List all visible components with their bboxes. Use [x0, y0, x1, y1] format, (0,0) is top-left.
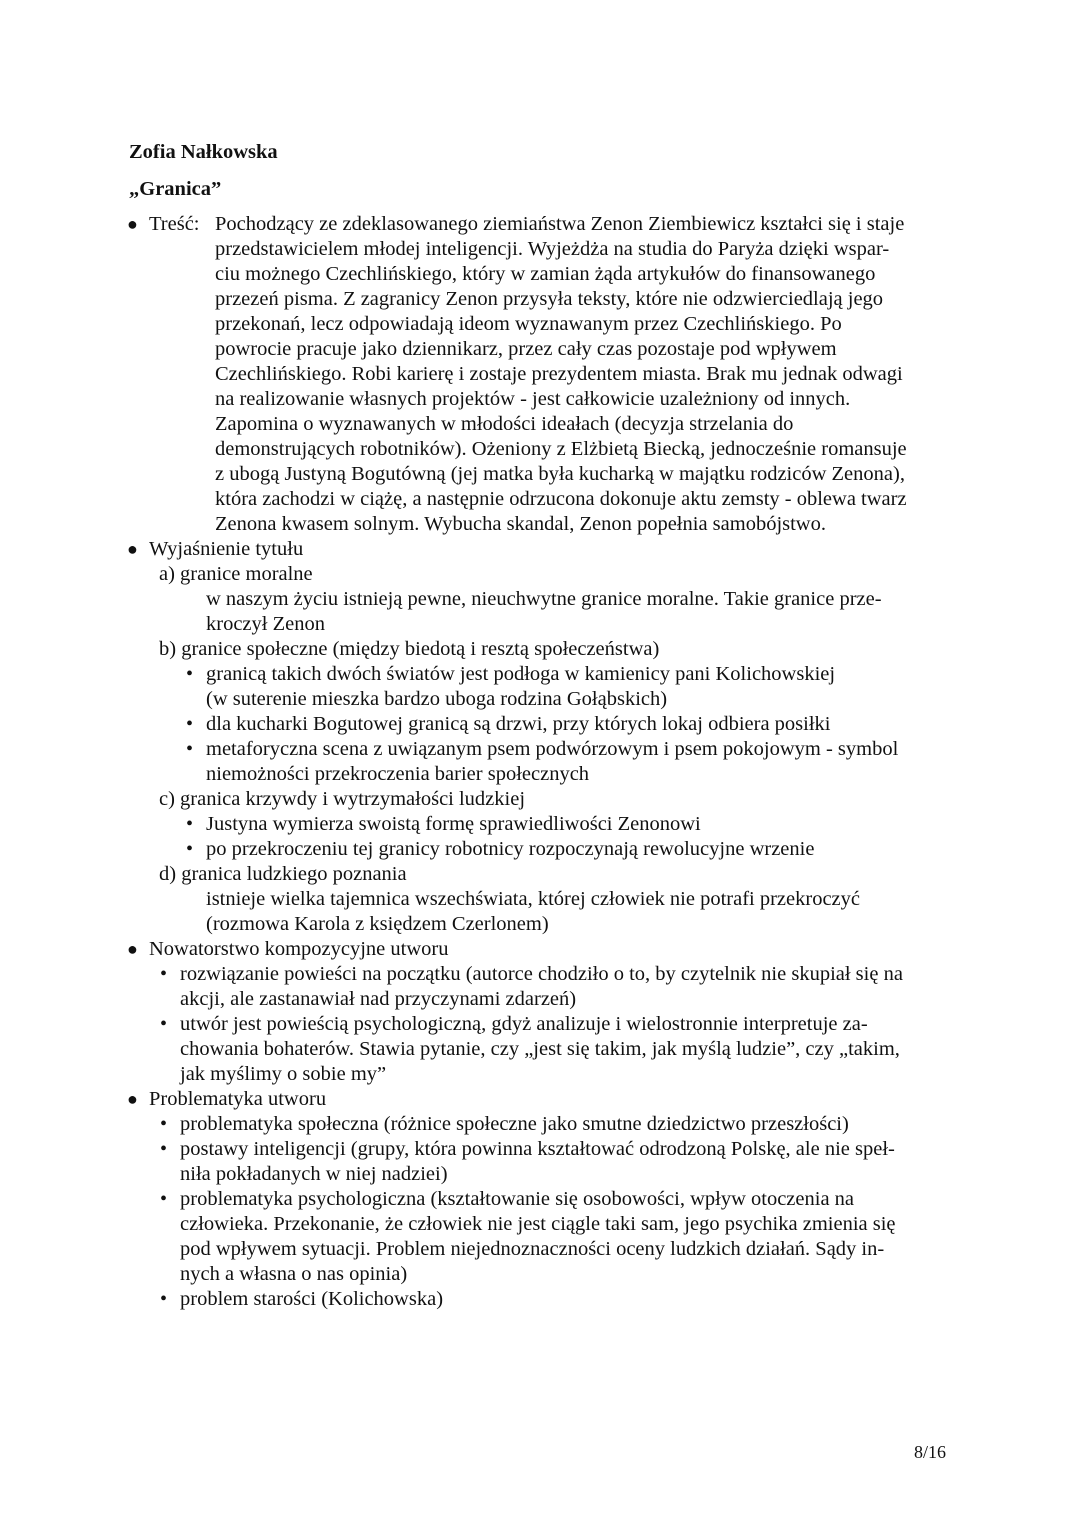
- list-item-line: niła pokładanych w niej nadziei): [180, 1163, 448, 1185]
- dot-bullet-icon: •: [160, 963, 168, 985]
- list-item-line: metaforyczna scena z uwiązanym psem podwórzowym i psem pokojowym - symbol: [206, 738, 899, 760]
- list-item-line: niemożności przekroczenia barier społecznych: [206, 763, 590, 785]
- tresc-line: przezeń pisma. Z zagranicy Zenon przysyła teksty, które nie odzwierciedlają jego: [215, 288, 884, 310]
- list-item-line: problematyka społeczna (różnice społeczne jako smutne dziedzictwo przeszłości): [180, 1113, 849, 1135]
- page-number: 8/16: [914, 1442, 947, 1462]
- section-heading-nowatorstwo: Nowatorstwo kompozycyjne utworu: [149, 938, 449, 960]
- dot-bullet-icon: •: [186, 838, 194, 860]
- list-item-line: chowania bohaterów. Stawia pytanie, czy „jest się takim, jak myślą ludzie”, czy „takim,: [180, 1038, 900, 1060]
- bullet-icon: ●: [127, 539, 138, 559]
- dot-bullet-icon: •: [160, 1188, 168, 1210]
- subsection-a-label: a) granice moralne: [159, 563, 313, 585]
- tresc-line: demonstrujących robotników). Ożeniony z Elżbietą Biecką, jednocześnie romansuje: [215, 438, 907, 460]
- subsection-b-label: b) granice społeczne (między biedotą i resztą społeczeństwa): [159, 638, 660, 660]
- subsection-a-line: kroczył Zenon: [206, 613, 325, 635]
- list-item-line: problem starości (Kolichowska): [180, 1288, 444, 1310]
- list-item-line: człowieka. Przekonanie, że człowiek nie jest ciągle taki sam, jego psychika zmienia się: [180, 1213, 896, 1235]
- list-item-line: (w suterenie mieszka bardzo uboga rodzina Gołąbskich): [206, 688, 668, 710]
- list-item-line: akcji, ale zastanawiał nad przyczynami zdarzeń): [180, 988, 577, 1010]
- list-item-line: Justyna wymierza swoistą formę sprawiedliwości Zenonowi: [206, 813, 701, 835]
- tresc-line: która zachodzi w ciążę, a następnie odrzucona dokonuje aktu zemsty - oblewa twarz: [215, 488, 907, 510]
- tresc-line: powrocie pracuje jako dziennikarz, przez cały czas pozostaje pod wpływem: [215, 338, 837, 360]
- list-item-line: granicą takich dwóch światów jest podłoga w kamienicy pani Kolichowskiej: [206, 663, 836, 685]
- subsection-d-line: istnieje wielka tajemnica wszechświata, której człowiek nie potrafi przekroczyć: [206, 888, 860, 910]
- list-item-line: jak myślimy o sobie my”: [180, 1063, 387, 1085]
- tresc-line: z ubogą Justyną Bogutówną (jej matka była kucharką w majątku rodziców Zenona),: [215, 463, 905, 485]
- list-item-line: po przekroczeniu tej granicy robotnicy rozpoczynają rewolucyjne wrzenie: [206, 838, 815, 860]
- list-item-line: nych a własna o nas opinia): [180, 1263, 408, 1285]
- document-title: „Granica”: [129, 178, 222, 200]
- section-heading-problematyka: Problematyka utworu: [149, 1088, 327, 1110]
- list-item-line: dla kucharki Bogutowej granicą są drzwi, przy których lokaj odbiera posiłki: [206, 713, 831, 735]
- bullet-icon: ●: [127, 1089, 138, 1109]
- tresc-line: przekonań, lecz odpowiadają ideom wyznawanym przez Czechlińskiego. Po: [215, 313, 842, 335]
- tresc-line: Czechlińskiego. Robi karierę i zostaje prezydentem miasta. Brak mu jednak odwagi: [215, 363, 903, 385]
- author-name: Zofia Nałkowska: [129, 141, 278, 163]
- tresc-line: ciu możnego Czechlińskiego, który w zamian żąda artykułów do finansowanego: [215, 263, 876, 285]
- dot-bullet-icon: •: [186, 738, 194, 760]
- tresc-label: Treść:: [149, 213, 200, 235]
- list-item-line: postawy inteligencji (grupy, która powinna kształtować odrodzoną Polskę, ale nie speł-: [180, 1138, 895, 1160]
- dot-bullet-icon: •: [186, 663, 194, 685]
- dot-bullet-icon: •: [160, 1013, 168, 1035]
- subsection-d-label: d) granica ludzkiego poznania: [159, 863, 407, 885]
- tresc-line: Zenona kwasem solnym. Wybucha skandal, Zenon popełnia samobójstwo.: [215, 513, 826, 535]
- tresc-line: na realizowanie własnych projektów - jest całkowicie uzależniony od innych.: [215, 388, 851, 410]
- list-item-line: problematyka psychologiczna (kształtowanie się osobowości, wpływ otoczenia na: [180, 1188, 855, 1210]
- dot-bullet-icon: •: [160, 1138, 168, 1160]
- tresc-line: przedstawicielem młodej inteligencji. Wyjeżdża na studia do Paryża dzięki wspar-: [215, 238, 890, 260]
- bullet-icon: ●: [127, 214, 138, 234]
- list-item-line: utwór jest powieścią psychologiczną, gdyż analizuje i wielostronnie interpretuje za-: [180, 1013, 868, 1035]
- dot-bullet-icon: •: [160, 1113, 168, 1135]
- bullet-icon: ●: [127, 939, 138, 959]
- tresc-line: Zapomina o wyznawanych w młodości ideałach (decyzja strzelania do: [215, 413, 794, 435]
- dot-bullet-icon: •: [186, 813, 194, 835]
- list-item-line: rozwiązanie powieści na początku (autorce chodziło o to, by czytelnik nie skupiał się na: [180, 963, 903, 985]
- dot-bullet-icon: •: [186, 713, 194, 735]
- subsection-d-line: (rozmowa Karola z księdzem Czerlonem): [206, 913, 549, 935]
- dot-bullet-icon: •: [160, 1288, 168, 1310]
- section-heading-wyjasnienie: Wyjaśnienie tytułu: [149, 538, 304, 560]
- list-item-line: pod wpływem sytuacji. Problem niejednoznaczności oceny ludzkich działań. Sądy in-: [180, 1238, 885, 1260]
- tresc-line: Pochodzący ze zdeklasowanego ziemiaństwa Zenon Ziembiewicz kształci się i staje: [215, 213, 905, 235]
- subsection-c-label: c) granica krzywdy i wytrzymałości ludzkiej: [159, 788, 526, 810]
- subsection-a-line: w naszym życiu istnieją pewne, nieuchwytne granice moralne. Takie granice prze-: [206, 588, 882, 610]
